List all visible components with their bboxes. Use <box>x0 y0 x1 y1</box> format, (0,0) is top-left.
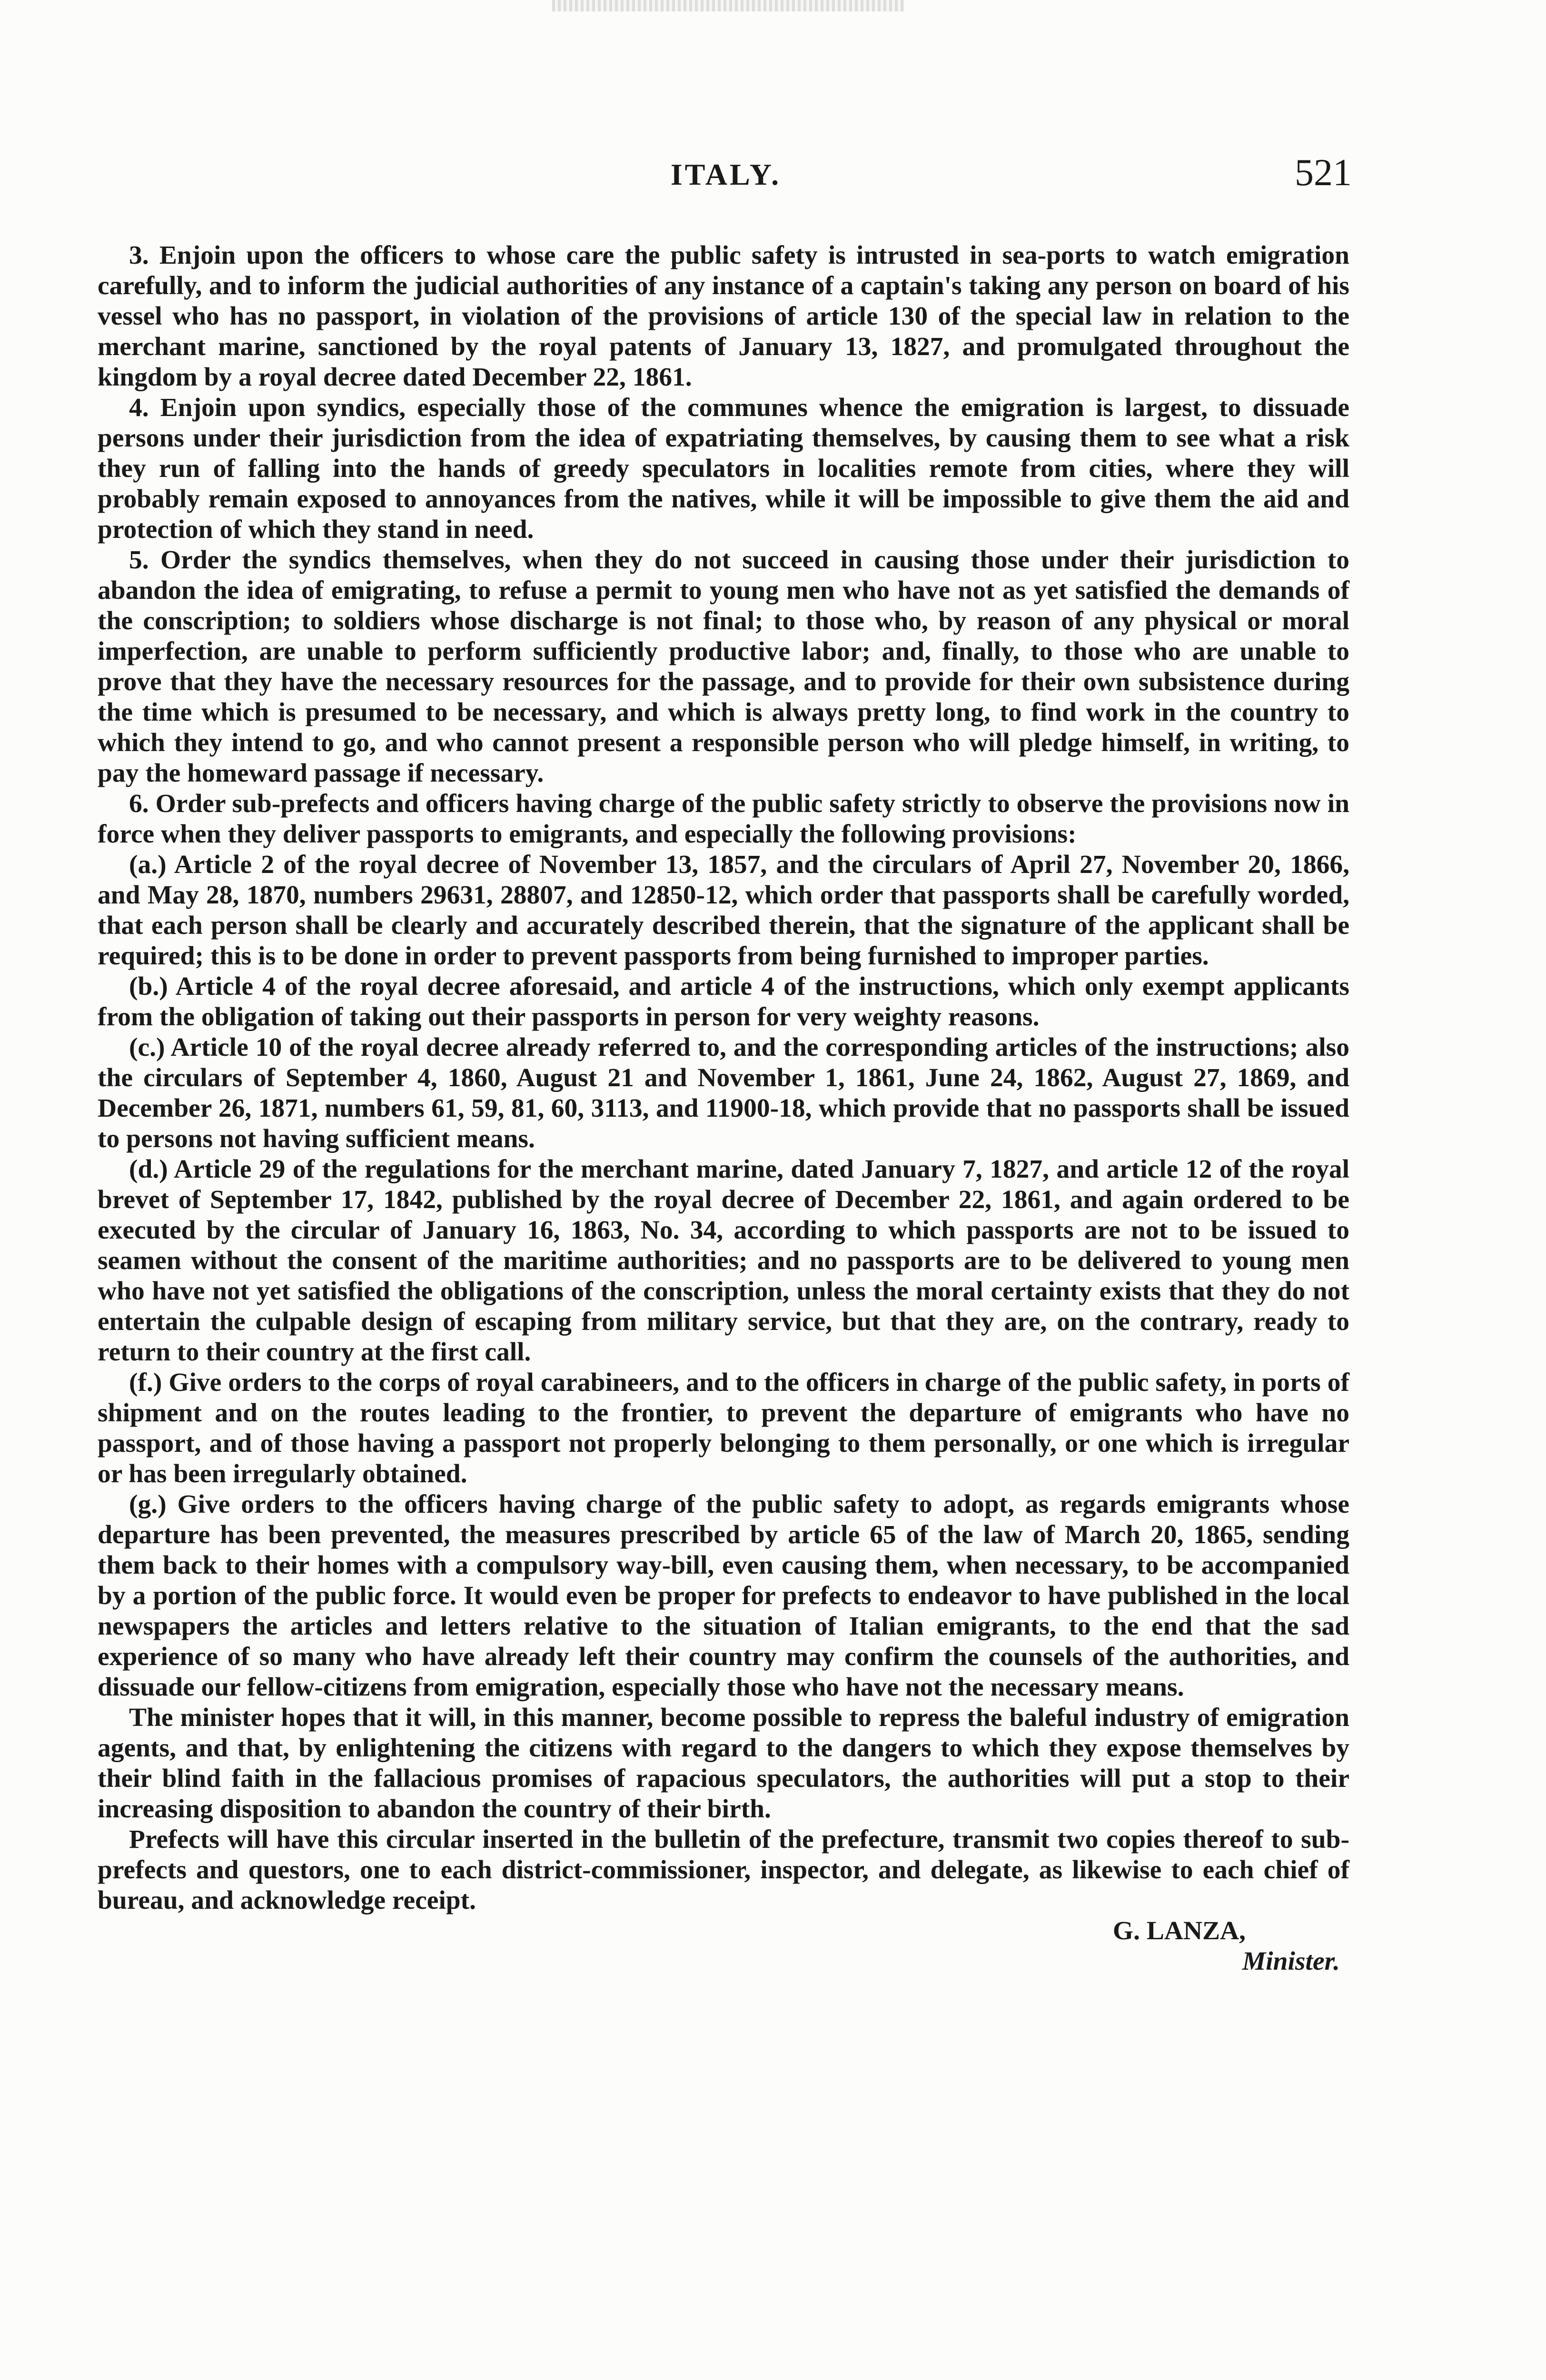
paragraph-6f: (f.) Give orders to the corps of royal carabineers, and to the officers in charge of the public safety, in ports of shipment and on the routes leading to the frontier, to prevent the departure of emigrants who have no passport, and of those having a passport not properly belonging to them personally, or one which is irregular or has been irregularly obtained. <box>98 1368 1349 1488</box>
paragraph-3: 3. Enjoin upon the officers to whose care the public safety is intrusted in sea-ports to watch emigration carefully, and to inform the judicial authorities of any instance of a captain's taking any person on board of his vessel who has no passport, in violation of the provisions of article 130 of the special law in relation to the merchant marine, sanctioned by the royal patents of January 13, 1827, and promulgated throughout the kingdom by a royal decree dated December 22, 1861. <box>98 241 1349 392</box>
paragraph-4: 4. Enjoin upon syndics, especially those of the communes whence the emigration is largest, to dissuade persons under their jurisdiction from the idea of expatriating themselves, by causing them to see what a risk they run of falling into the hands of greedy speculators in localities remote from cities, where they will probably remain exposed to annoyances from the natives, while it will be impossible to give them the aid and protection of which they stand in need. <box>98 393 1349 544</box>
page-header <box>100 152 1352 209</box>
page-number: 521 <box>1295 152 1352 194</box>
paragraph-6: 6. Order sub-prefects and officers having charge of the public safety strictly to observe the provisions now in force when they deliver passports to emigrants, and especially the following provisions: <box>98 789 1349 849</box>
running-head: ITALY. <box>670 158 782 191</box>
paragraph-6a: (a.) Article 2 of the royal decree of November 13, 1857, and the circulars of April 27, November 20, 1866, and May 28, 1870, numbers 29631, 28807, and 12850-12, which order that passports shall be carefully worded, that each person shall be clearly and accurately described therein, that the signature of the applicant shall be required; this is to be done in order to prevent passports from being furnished to improper parties. <box>98 850 1349 971</box>
paragraph-minister-hopes: The minister hopes that it will, in this manner, become possible to repress the baleful industry of emigration agents, and that, by enlightening the citizens with regard to the dangers to which they expose themselves by their blind faith in the fallacious promises of rapacious speculators, the authorities will put a stop to their increasing disposition to abandon the country of their birth. <box>98 1703 1349 1824</box>
paragraph-6g: (g.) Give orders to the officers having charge of the public safety to adopt, as regards emigrants whose departure has been prevented, the measures prescribed by article 65 of the law of March 20, 1865, sending them back to their homes with a compulsory way-bill, even causing them, when necessary, to be accompanied by a portion of the public force. It would even be proper for prefects to endeavor to have published in the local newspapers the articles and letters relative to the situation of Italian emigrants, to the end that the sad experience of so many who have already left their country may confirm the counsels of the authorities, and dissuade our fellow-citizens from emigration, especially those who have not the necessary means. <box>98 1490 1349 1702</box>
signature-title: Minister. <box>1242 1947 1340 1976</box>
scan-artifact <box>552 0 904 11</box>
signature-block <box>98 1916 1349 1977</box>
paragraph-6b: (b.) Article 4 of the royal decree aforesaid, and article 4 of the instructions, which only exempt applicants from the obligation of taking out their passports in person for very weighty reasons. <box>98 972 1349 1031</box>
paragraph-6c: (c.) Article 10 of the royal decree already referred to, and the corresponding articles of the instructions; also the circulars of September 4, 1860, August 21 and November 1, 1861, June 24, 1862, August 27, 1869, and December 26, 1871, numbers 61, 59, 81, 60, 3113, and 11900-18, which provide that no passports shall be issued to persons not having sufficient means. <box>98 1033 1349 1153</box>
paragraph-6d: (d.) Article 29 of the regulations for the merchant marine, dated January 7, 1827, and article 12 of the royal brevet of September 17, 1842, published by the royal decree of December 22, 1861, and again ordered to be executed by the circular of January 16, 1863, No. 34, according to which passports are not to be issued to seamen without the consent of the maritime authorities; and no passports are to be delivered to young men who have not yet satisfied the obligations of the conscription, unless the moral certainty exists that they do not entertain the culpable design of escaping from military service, but that they are, on the contrary, ready to return to their country at the first call. <box>98 1155 1349 1367</box>
body-text <box>98 240 1349 1977</box>
paragraph-5: 5. Order the syndics themselves, when they do not succeed in causing those under their jurisdiction to abandon the idea of emigrating, to refuse a permit to young men who have not as yet satisfied the demands of the conscription; to soldiers whose discharge is not final; to those who, by reason of any physical or moral imperfection, are unable to perform sufficiently productive labor; and, finally, to those who are unable to prove that they have the necessary resources for the passage, and to provide for their own subsistence during the time which is presumed to be necessary, and which is always pretty long, to find work in the country to which they intend to go, and who cannot present a responsible person who will pledge himself, in writing, to pay the homeward passage if necessary. <box>98 545 1349 788</box>
paragraph-prefects: Prefects will have this circular inserted in the bulletin of the prefecture, transmit two copies thereof to sub-prefects and questors, one to each district-commissioner, inspector, and delegate, as likewise to each chief of bureau, and acknowledge receipt. <box>98 1825 1349 1915</box>
signature-name: G. LANZA, <box>1112 1916 1246 1945</box>
